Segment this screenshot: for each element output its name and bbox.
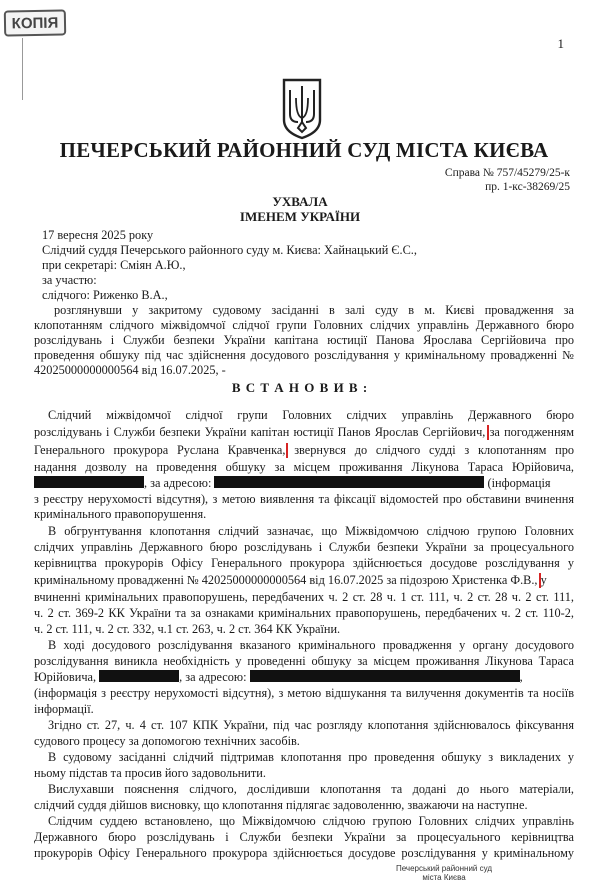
page-number: 1 bbox=[557, 36, 564, 51]
paragraph-text: Юрійовича, bbox=[34, 670, 97, 684]
paragraph-text: (інформація bbox=[487, 476, 551, 490]
paragraph-line bbox=[34, 443, 574, 458]
paragraph-line: Вислухавши пояснення слідчого, дослідивши клопотання та додані до нього матеріали, bbox=[48, 782, 574, 796]
paragraph-line: слідчих управлінь Державного бюро розслідувань і Служби безпеки України за процесуального bbox=[34, 540, 574, 554]
trident-emblem-icon bbox=[282, 78, 322, 140]
case-info bbox=[445, 166, 570, 194]
paragraph-line: В судовому засіданні слідчий підтримав клопотання про проведення обшуку з викладених у bbox=[48, 750, 574, 764]
paragraph-line: (інформація з реєстру нерухомості відсутня), з метою відшукання та вилучення документів та носіїв bbox=[34, 686, 574, 700]
redaction-block bbox=[214, 476, 484, 488]
paragraph-line bbox=[34, 573, 574, 588]
paragraph-line: вчиненні кримінальних правопорушень, передбачених ч. 2 ст. 28 ч. 1 ст. 111, ч. 2 ст. 28 ч. 2 ст. 111, bbox=[34, 590, 574, 604]
paragraph-line: ч. 2 ст. 111, ч. 2 ст. 332, ч.1 ст. 263, ч. 2 ст. 364 КК України. bbox=[34, 622, 341, 636]
paragraph-line bbox=[34, 670, 574, 685]
paragraph-line: розслідування виникла необхідність у проведенні обшуку за місцем проживання Лікунова Тараса bbox=[34, 654, 574, 668]
court-title: ПЕЧЕРСЬКИЙ РАЙОННИЙ СУД МІСТА КИЄВА bbox=[59, 138, 549, 162]
paragraph-line: ч. 2 ст. 369-2 КК України та за ознаками кримінальних правопорушень, передбачених ч. 2 ст. 110-2, bbox=[34, 606, 574, 620]
intro-line: клопотанням слідчого міжвідомчої слідчої групи Головних слідчих управлінь Державного бюро bbox=[34, 318, 574, 332]
paragraph-line bbox=[34, 476, 574, 491]
paragraph-line: ньому підстав та просив його задовольнити. bbox=[34, 766, 266, 780]
case-number: Справа № 757/45279/25-к bbox=[444, 167, 570, 179]
paragraph-line: прокурорів Офісу Генерального прокурора здійснюється досудове розслідування у кримінальному bbox=[34, 846, 574, 860]
court-seal-stamp bbox=[384, 864, 504, 882]
paragraph-text: , за адресою: bbox=[179, 670, 247, 684]
paragraph-line: Слідчий міжвідомчої слідчої групи Головних слідчих управлінь Державного бюро bbox=[48, 408, 574, 422]
paragraph-line: кримінального правопорушення. bbox=[34, 507, 207, 521]
paragraph-text: , за адресою: bbox=[144, 476, 212, 490]
secretary-line: при секретарі: Сміян А.Ю., bbox=[42, 258, 186, 272]
copy-stamp: КОПІЯ bbox=[4, 9, 66, 36]
seal-line: міста Києва bbox=[422, 873, 466, 882]
stamp-staple-line bbox=[22, 38, 23, 100]
investigator-line: слідчого: Риженко В.А., bbox=[42, 288, 168, 302]
proceeding-number: пр. 1-кс-38269/25 bbox=[485, 181, 570, 193]
paragraph-text: у bbox=[540, 573, 547, 587]
paragraph-text: розслідувань і Служби безпеки України капітан юстиції Панов Ярослав Сергійович, bbox=[34, 425, 486, 439]
judge-line: Слідчий суддя Печерського районного суду м. Києва: Хайнацький Є.С., bbox=[42, 243, 417, 257]
participation-line: за участю: bbox=[42, 273, 97, 287]
paragraph-line: Державного бюро розслідувань і Служби безпеки України за процесуального керівництва bbox=[34, 830, 574, 844]
paragraph-text: звернувся до слідчого судді з клопотанням про bbox=[294, 443, 574, 457]
heading-ruling: УХВАЛА bbox=[272, 194, 328, 209]
established-heading: В С Т А Н О В И В : bbox=[231, 380, 369, 395]
highlighted-approval-text: за погодженням bbox=[489, 425, 574, 439]
paragraph-line: керівництва прокурорів Офісу Генерального прокурора здійснюється досудове розслідування у bbox=[34, 556, 574, 570]
seal-line: Печерський районний суд bbox=[395, 864, 493, 873]
paragraph-line: Згідно ст. 27, ч. 4 ст. 107 КПК України, під час розгляду клопотання здійснювалось фіксування bbox=[48, 718, 574, 732]
heading-in-name: ІМЕНЕМ УКРАЇНИ bbox=[239, 209, 361, 224]
paragraph-line: надання дозволу на проведення обшуку за місцем проживання Лікунова Тараса Юрійовича, bbox=[34, 460, 574, 474]
intro-line: розслідувань і Служби безпеки України капітана юстиції Панова Ярослава Сергійовича про bbox=[34, 333, 574, 347]
highlighted-prosecutor-name: Генерального прокурора Руслана Кравченка, bbox=[34, 443, 286, 457]
paragraph-line: інформації. bbox=[34, 702, 94, 716]
paragraph-line: з реєстру нерухомості відсутня), з метою виявлення та фіксації відомостей про обставини вчинення bbox=[34, 492, 574, 506]
ruling-date: 17 вересня 2025 року bbox=[42, 228, 154, 242]
intro-line: проведення обшуку під час здійснення досудового розслідування у кримінальному провадженні № bbox=[34, 348, 574, 362]
redaction-block bbox=[250, 670, 520, 682]
paragraph-line: слідчий суддя дійшов висновку, що клопотання підлягає задоволенню, зважаючи на наступне. bbox=[34, 798, 528, 812]
paragraph-line bbox=[34, 425, 574, 440]
intro-line: розглянувши у закритому судовому засіданні в залі суду в м. Києві провадження за bbox=[54, 303, 574, 317]
redaction-block bbox=[99, 670, 179, 682]
highlighted-proceeding-text: кримінальному провадженні № 42025000000000564 від 16.07.2025 за підозрою Христенка Ф.В., bbox=[34, 573, 538, 587]
paragraph-line: Слідчим суддею встановлено, що Міжвідомчою слідчою групою Головних слідчих управлінь bbox=[48, 814, 574, 828]
redaction-block bbox=[34, 476, 144, 488]
paragraph-line: судового процесу за допомогою технічних засобів. bbox=[34, 734, 300, 748]
paragraph-line: В обгрунтування клопотання слідчий зазначає, що Міжвідомчою слідчою групою Головних bbox=[48, 524, 574, 538]
intro-line: 42025000000000564 від 16.07.2025, - bbox=[34, 363, 226, 377]
paragraph-line: В ході досудового розслідування вказаного кримінального провадження у органу досудового bbox=[48, 638, 574, 652]
paragraph-text: , bbox=[519, 670, 523, 684]
